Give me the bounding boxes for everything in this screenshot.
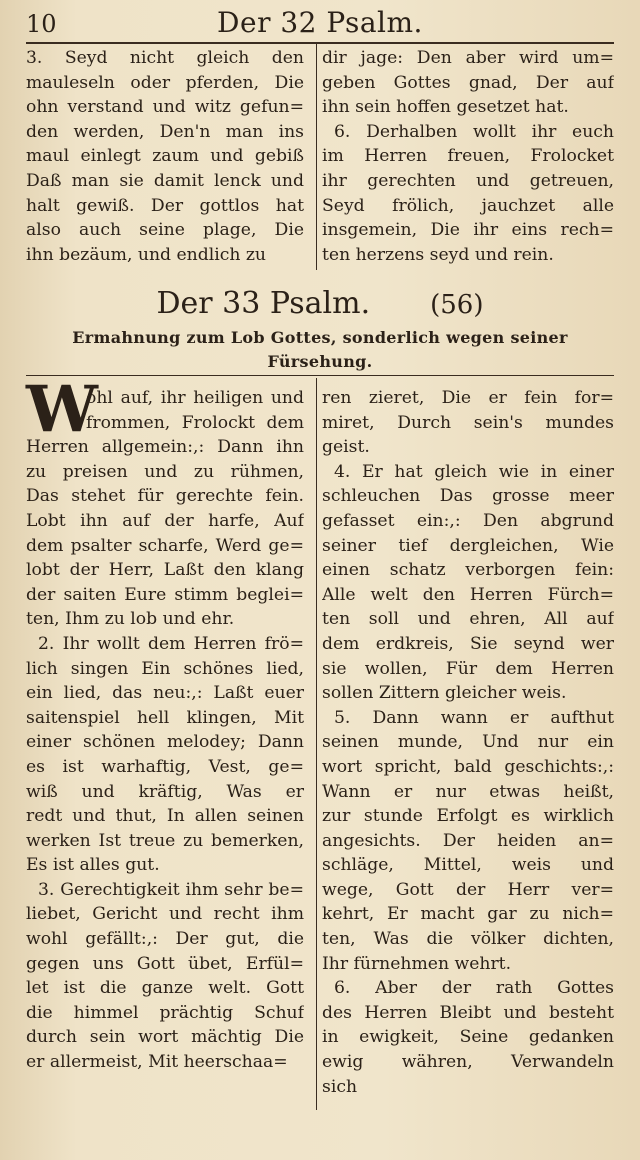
text-line: ihn sein hoffen gesetzet hat. — [322, 97, 569, 118]
page-number: 10 — [26, 10, 57, 38]
text-line: ohn verstand und witz gefun= — [26, 97, 304, 118]
psalm33-subtitle: Ermahnung zum Lob Gottes, sonderlich wegen seiner Fürsehung. — [72, 328, 568, 371]
text-line: wege, Gott der Herr ver= — [322, 879, 614, 900]
text-line: kehrt, Er macht gar zu nich= — [322, 904, 614, 925]
text-line: 3. Gerechtigkeit ihm sehr be= — [38, 879, 304, 900]
text-line: also auch seine plage, Die — [26, 220, 304, 241]
psalm33-title: Der 33 Psalm. — [156, 286, 371, 321]
text-line: gegen uns Gott übet, Erfül= — [26, 953, 304, 974]
text-line: schleuchen Das grosse meer — [322, 486, 614, 507]
text-line: schläge, Mittel, weis und — [322, 855, 614, 876]
text-line: einen schatz verborgen fein: — [322, 560, 614, 581]
running-head: Der 32 Psalm. — [217, 6, 423, 39]
page-header — [26, 6, 614, 40]
text-line: let ist die ganze welt. Gott — [26, 978, 304, 999]
text-line: einer schönen melodey; Dann — [26, 732, 304, 753]
section-rule — [26, 375, 614, 376]
text-line: lobt der Herr, Laßt den klang — [26, 560, 304, 581]
text-line: durch sein wort mächtig Die — [26, 1027, 304, 1048]
psalm33-left-column — [26, 386, 304, 1075]
text-line: halt gewiß. Der gottlos hat — [26, 195, 304, 216]
text-line: gefasset ein:,: Den abgrund — [322, 510, 614, 531]
text-line: ten soll und ehren, All auf — [322, 609, 614, 630]
text-line: dir jage: Den aber wird um= — [322, 48, 614, 68]
body-column-divider — [316, 378, 317, 1110]
text-line: ren zieret, Die er fein for= — [322, 388, 614, 408]
psalm33-heading — [26, 286, 614, 326]
text-line: Wann er nur etwas heißt, — [322, 781, 614, 802]
text-line: saitenspiel hell klingen, Mit — [26, 707, 304, 728]
text-line: insgemein, Die ihr eins rech= — [322, 220, 614, 241]
psalm32-left-column — [26, 46, 304, 267]
psalm33-hymn-number: (56) — [430, 290, 484, 320]
text-line: zur stunde Erfolgt es wirklich — [322, 806, 614, 827]
text-line: Es ist alles gut. — [26, 855, 160, 876]
text-line: ten, Ihm zu lob und ehr. — [26, 609, 235, 630]
header-rule — [26, 42, 614, 44]
top-column-divider — [316, 44, 317, 270]
text-line: frommen, Frolockt dem — [86, 412, 304, 433]
text-line: Daß man sie damit lenck und — [26, 170, 304, 191]
drop-cap-letter: W — [26, 372, 98, 447]
text-line: Das stehet für gerechte fein. — [26, 486, 304, 507]
text-line: 4. Er hat gleich wie in einer — [334, 461, 614, 482]
text-line: angesichts. Der heiden an= — [322, 830, 614, 851]
text-line: Herren allgemein:,: Dann ihn — [26, 437, 304, 458]
text-line: 6. Derhalben wollt ihr euch — [334, 121, 614, 142]
text-line: maul einlegt zaum und gebiß — [26, 146, 304, 167]
text-line: lich singen Ein schönes lied, — [26, 658, 304, 679]
text-line: 6. Aber der rath Gottes — [334, 978, 614, 999]
text-line: geben Gottes gnad, Der auf — [322, 72, 614, 93]
text-line: 2. Ihr wollt dem Herren frö= — [38, 633, 304, 654]
text-line: im Herren freuen, Frolocket — [322, 146, 614, 167]
text-line: liebet, Gericht und recht ihm — [26, 904, 304, 925]
text-line: er allermeist, Mit heerschaa= — [26, 1052, 288, 1073]
text-line: Alle welt den Herren Fürch= — [322, 584, 614, 605]
text-line: 3. Seyd nicht gleich den — [26, 48, 304, 68]
psalm32-right-column — [322, 46, 614, 267]
text-line: seinen munde, Und nur ein — [322, 732, 614, 753]
text-line: ten, Was die völker dichten, — [322, 929, 614, 950]
text-line: werken Ist treue zu bemerken, — [26, 830, 304, 851]
text-line: wort spricht, bald geschichts:,: — [322, 756, 614, 777]
text-line: ewig währen, Verwandeln — [322, 1052, 614, 1073]
text-line: sollen Zittern gleicher weis. — [322, 683, 567, 704]
text-line: die himmel prächtig Schuf — [26, 1002, 304, 1023]
text-line: des Herren Bleibt und besteht — [322, 1002, 614, 1023]
text-line: es ist warhaftig, Vest, ge= — [26, 756, 304, 777]
text-line: Lobt ihn auf der harfe, Auf — [26, 510, 304, 531]
text-line: sich — [322, 1076, 358, 1097]
text-line: redt und thut, In allen seinen — [26, 806, 304, 827]
text-line: Seyd frölich, jauchzet alle — [322, 195, 614, 216]
text-line: ten herzens seyd und rein. — [322, 244, 554, 265]
text-line: ihr gerechten und getreuen, — [322, 170, 614, 191]
text-line: 5. Dann wann er aufthut — [334, 707, 614, 728]
text-line: dem erdkreis, Sie seynd wer — [322, 633, 614, 654]
text-line: geist. — [322, 437, 370, 458]
text-line: zu preisen und zu rühmen, — [26, 461, 304, 482]
text-line: wiß und kräftig, Was er — [26, 781, 304, 802]
text-line: mauleseln oder pferden, Die — [26, 72, 304, 93]
text-line: Ihr fürnehmen wehrt. — [322, 953, 512, 974]
text-line: den werden, Den'n man ins — [26, 121, 304, 142]
text-line: miret, Durch sein's mundes — [322, 412, 614, 433]
text-line: dem psalter scharfe, Werd ge= — [26, 535, 304, 556]
text-line: sie wollen, Für dem Herren — [322, 658, 614, 679]
psalm33-right-column — [322, 386, 614, 1099]
text-line: in ewigkeit, Seine gedanken — [322, 1027, 614, 1048]
text-line: ein lied, das neu:,: Laßt euer — [26, 683, 304, 704]
text-line: der saiten Eure stimm beglei= — [26, 584, 304, 605]
text-line: seiner tief dergleichen, Wie — [322, 535, 614, 556]
text-line: ihn bezäum, und endlich zu — [26, 244, 266, 265]
text-line: ohl auf, ihr heiligen und — [86, 388, 304, 408]
text-line: wohl gefällt:,: Der gut, die — [26, 929, 304, 950]
